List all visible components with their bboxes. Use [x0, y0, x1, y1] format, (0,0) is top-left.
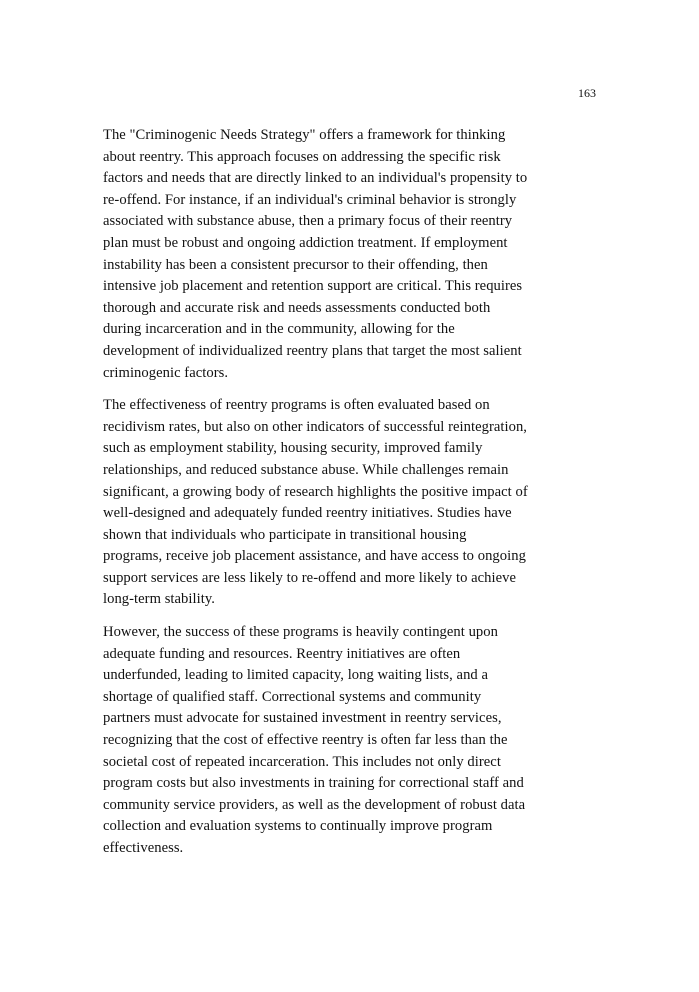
text-line: thorough and accurate risk and needs assessments conducted both	[103, 299, 491, 316]
text-line: community service providers, as well as the development of robust data	[103, 796, 526, 813]
text-line: long-term stability.	[103, 591, 215, 608]
paragraph-program-effectiveness	[103, 395, 603, 611]
text-line: program costs but also investments in training for correctional staff and	[103, 775, 524, 792]
text-line: about reentry. This approach focuses on addressing the specific risk	[103, 148, 501, 165]
text-line: effectiveness.	[103, 840, 184, 856]
paragraph-criminogenic-needs	[103, 125, 603, 384]
text-line: development of individualized reentry plans that target the most salient	[103, 342, 522, 359]
text-line: programs, receive job placement assistance, and have access to ongoing	[103, 548, 526, 565]
text-line: However, the success of these programs is heavily contingent upon	[103, 624, 498, 641]
text-line: plan must be robust and ongoing addiction treatment. If employment	[103, 234, 508, 251]
text-line: collection and evaluation systems to continually improve program	[103, 818, 493, 835]
text-line: recognizing that the cost of effective reentry is often far less than the	[103, 732, 508, 749]
text-line: criminogenic factors.	[103, 364, 229, 381]
paragraph-funding-resources	[103, 622, 603, 860]
text-line: relationships, and reduced substance abuse. While challenges remain	[103, 461, 509, 478]
text-line: during incarceration and in the community, allowing for the	[103, 321, 455, 338]
text-line: partners must advocate for sustained investment in reentry services,	[103, 710, 502, 727]
text-line: instability has been a consistent precursor to their offending, then	[103, 256, 488, 273]
text-line: such as employment stability, housing security, improved family	[103, 440, 483, 457]
text-line: societal cost of repeated incarceration. This includes not only direct	[103, 753, 501, 770]
text-line: associated with substance abuse, then a primary focus of their reentry	[103, 213, 513, 230]
text-line: re-offend. For instance, if an individual's criminal behavior is strongly	[103, 191, 517, 208]
text-line: The effectiveness of reentry programs is often evaluated based on	[103, 397, 490, 414]
body-text	[103, 125, 603, 871]
text-line: The "Criminogenic Needs Strategy" offers a framework for thinking	[103, 127, 506, 143]
text-line: significant, a growing body of research highlights the positive impact of	[103, 483, 528, 500]
text-line: shortage of qualified staff. Correctional systems and community	[103, 688, 482, 705]
text-line: adequate funding and resources. Reentry initiatives are often	[103, 645, 461, 662]
text-line: underfunded, leading to limited capacity, long waiting lists, and a	[103, 667, 488, 684]
text-line: intensive job placement and retention support are critical. This requires	[103, 278, 523, 295]
page-number: 163	[578, 86, 596, 100]
text-line: recidivism rates, but also on other indicators of successful reintegration,	[103, 418, 528, 435]
text-line: factors and needs that are directly linked to an individual's propensity to	[103, 170, 528, 187]
text-line: support services are less likely to re-offend and more likely to achieve	[103, 569, 517, 586]
text-line: well-designed and adequately funded reentry initiatives. Studies have	[103, 505, 512, 522]
text-line: shown that individuals who participate in transitional housing	[103, 526, 467, 543]
